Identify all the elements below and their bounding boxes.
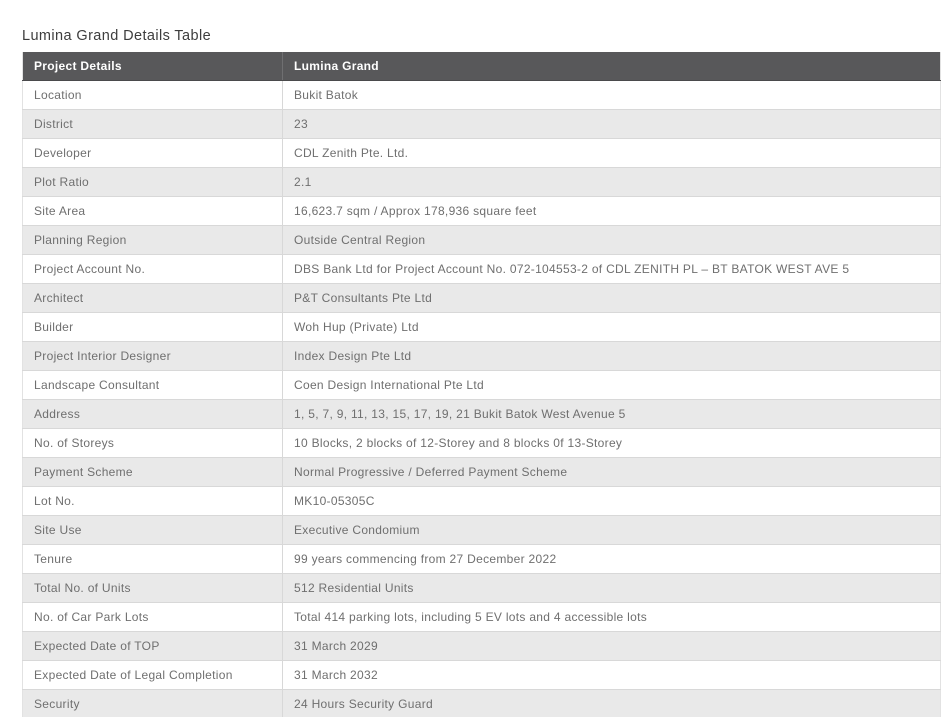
row-label: Site Use bbox=[23, 516, 283, 545]
table-row bbox=[23, 429, 941, 458]
header-cell-project-details: Project Details bbox=[23, 52, 283, 81]
table-header bbox=[23, 52, 941, 81]
table-row bbox=[23, 545, 941, 574]
table-row bbox=[23, 487, 941, 516]
table-row bbox=[23, 168, 941, 197]
row-value: Bukit Batok bbox=[283, 81, 941, 110]
table-header-row bbox=[23, 52, 941, 81]
table-row bbox=[23, 458, 941, 487]
header-cell-lumina-grand: Lumina Grand bbox=[283, 52, 941, 81]
row-label: District bbox=[23, 110, 283, 139]
table-row bbox=[23, 313, 941, 342]
row-value: Woh Hup (Private) Ltd bbox=[283, 313, 941, 342]
table-row bbox=[23, 284, 941, 313]
row-value: 99 years commencing from 27 December 2022 bbox=[283, 545, 941, 574]
row-value: DBS Bank Ltd for Project Account No. 072-104553-2 of CDL ZENITH PL – BT BATOK WEST AVE 5 bbox=[283, 255, 941, 284]
row-label: No. of Car Park Lots bbox=[23, 603, 283, 632]
row-label: Tenure bbox=[23, 545, 283, 574]
row-value: CDL Zenith Pte. Ltd. bbox=[283, 139, 941, 168]
row-label: Lot No. bbox=[23, 487, 283, 516]
row-label: Address bbox=[23, 400, 283, 429]
table-row bbox=[23, 139, 941, 168]
project-details-table bbox=[22, 52, 941, 717]
table-row bbox=[23, 661, 941, 690]
row-value: 31 March 2032 bbox=[283, 661, 941, 690]
row-label: Project Interior Designer bbox=[23, 342, 283, 371]
row-value: Outside Central Region bbox=[283, 226, 941, 255]
table-row bbox=[23, 574, 941, 603]
table-row bbox=[23, 690, 941, 717]
row-value: 23 bbox=[283, 110, 941, 139]
row-label: Developer bbox=[23, 139, 283, 168]
row-value: 24 Hours Security Guard bbox=[283, 690, 941, 717]
row-value: Total 414 parking lots, including 5 EV lots and 4 accessible lots bbox=[283, 603, 941, 632]
row-value: P&T Consultants Pte Ltd bbox=[283, 284, 941, 313]
row-value: 31 March 2029 bbox=[283, 632, 941, 661]
row-label: No. of Storeys bbox=[23, 429, 283, 458]
row-value: 16,623.7 sqm / Approx 178,936 square feet bbox=[283, 197, 941, 226]
row-value: MK10-05305C bbox=[283, 487, 941, 516]
row-label: Architect bbox=[23, 284, 283, 313]
row-label: Payment Scheme bbox=[23, 458, 283, 487]
page-title: Lumina Grand Details Table bbox=[22, 28, 212, 44]
row-label: Expected Date of Legal Completion bbox=[23, 661, 283, 690]
table-row bbox=[23, 197, 941, 226]
row-label: Project Account No. bbox=[23, 255, 283, 284]
row-value: Normal Progressive / Deferred Payment Scheme bbox=[283, 458, 941, 487]
row-value: 512 Residential Units bbox=[283, 574, 941, 603]
row-value: 2.1 bbox=[283, 168, 941, 197]
table-row bbox=[23, 110, 941, 139]
row-label: Site Area bbox=[23, 197, 283, 226]
row-label: Planning Region bbox=[23, 226, 283, 255]
row-label: Security bbox=[23, 690, 283, 717]
table-row bbox=[23, 371, 941, 400]
table-row bbox=[23, 255, 941, 284]
row-label: Location bbox=[23, 81, 283, 110]
row-label: Expected Date of TOP bbox=[23, 632, 283, 661]
row-label: Plot Ratio bbox=[23, 168, 283, 197]
row-label: Builder bbox=[23, 313, 283, 342]
row-label: Landscape Consultant bbox=[23, 371, 283, 400]
row-label: Total No. of Units bbox=[23, 574, 283, 603]
row-value: Index Design Pte Ltd bbox=[283, 342, 941, 371]
table-row bbox=[23, 400, 941, 429]
table-row bbox=[23, 81, 941, 110]
table-body bbox=[23, 81, 941, 717]
table-row bbox=[23, 516, 941, 545]
row-value: 10 Blocks, 2 blocks of 12-Storey and 8 blocks 0f 13-Storey bbox=[283, 429, 941, 458]
row-value: 1, 5, 7, 9, 11, 13, 15, 17, 19, 21 Bukit Batok West Avenue 5 bbox=[283, 400, 941, 429]
table-row bbox=[23, 226, 941, 255]
table-row bbox=[23, 603, 941, 632]
table-row bbox=[23, 342, 941, 371]
row-value: Executive Condomium bbox=[283, 516, 941, 545]
row-value: Coen Design International Pte Ltd bbox=[283, 371, 941, 400]
table-row bbox=[23, 632, 941, 661]
